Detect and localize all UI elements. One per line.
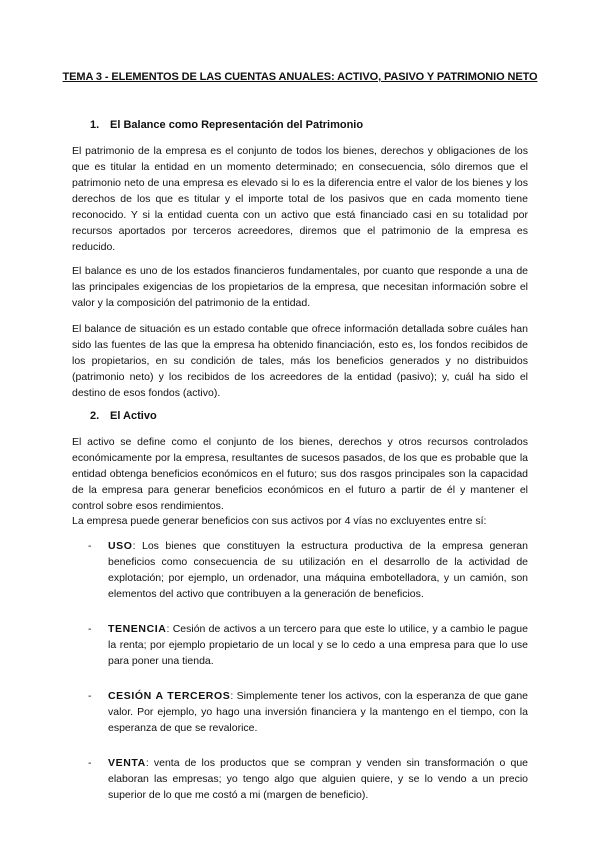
paragraph-patrimonio: El patrimonio de la empresa es el conjunto de todos los bienes, derechos y obligaciones de los que es titular la entidad en un momento determinado; en consecuencia, sólo diremos que el patrimonio neto de una empresa es elevado si lo es la diferencia entre el valor de los bienes y los derechos de los que es titular y el importe total de los pasivos que en cada momento tiene reconocido. Y si la entidad cuenta con un activo que está financiado casi en su totalidad por recursos aportados por terceros acreedores, diremos que el patrimonio de la empresa es reducido. [72,145,528,253]
section-2-title: El Activo [110,410,157,422]
list-item-uso: - USO: Los bienes que constituyen la estructura productiva de la empresa generan beneficios como consecuencia de su utilización en el desarrollo de la actividad de explotación; por ejemplo, un ordenador, una máquina embotelladora, y un camión, son elementos del activo que contribuyen a la generación de beneficios. [88,540,528,600]
term-uso: USO [108,540,133,552]
term-tenencia: TENENCIA [108,623,167,635]
paragraph-vias-intro: La empresa puede generar beneficios con sus activos por 4 vías no excluyentes entre sí: [72,515,487,527]
section-2-heading [90,409,157,423]
term-cesion: CESIÓN A TERCEROS [108,690,231,702]
paragraph-balance: El balance es uno de los estados financieros fundamentales, por cuanto que responde a una de las principales exigencias de los propietarios de la empresa, que necesitan información sobre el valor y la composición del patrimonio de la entidad. [72,265,528,309]
section-1-number: 1. [90,119,100,131]
section-1-heading [90,118,363,132]
vias-list [88,538,528,822]
paragraph-activo: El activo se define como el conjunto de los bienes, derechos y otros recursos controlados económicamente por la empresa, resultantes de sucesos pasados, de los que es probable que la entidad obtenga beneficios económicos en el futuro; sus dos rasgos principales son la capacidad de la empresa para generar beneficios económicos en el futuro a partir de él y mantener el control sobre esos rendimientos. [72,436,528,512]
paragraph-balance-situacion: El balance de situación es un estado contable que ofrece información detallada sobre cuáles han sido las fuentes de las que la empresa ha obtenido financiación, esto es, los fondos recibidos de los propietarios, en su condición de tales, más los beneficios generados y no distribuidos (patrimonio neto) y los recibidos de los acreedores de la entidad (pasivo); y, cuál ha sido el destino de esos fondos (activo). [72,323,528,399]
list-item-tenencia: - TENENCIA: Cesión de activos a un tercero para que este lo utilice, y a cambio le pague la renta; por ejemplo propietario de un local y se lo cedo a una empresa para que lo use para poner una tienda. [88,623,528,667]
section-1-title: El Balance como Representación del Patrimonio [110,119,364,131]
term-venta: VENTA [108,757,146,769]
list-item-venta: - VENTA: venta de los productos que se compran y venden sin transformación o que elaboran las empresas; yo tengo algo que alguien quiere, y se lo vendo a un precio superior de lo que me costó a mi (margen de beneficio). [88,757,528,801]
section-2-number: 2. [90,410,100,422]
list-item-cesion: - CESIÓN A TERCEROS: Simplemente tener los activos, con la esperanza de que gane valor. Por ejemplo, yo hago una inversión financiera y la mantengo en el tiempo, con la esperanza de que se revalorice. [88,690,528,734]
document-title: TEMA 3 - ELEMENTOS DE LAS CUENTAS ANUALES: ACTIVO, PASIVO Y PATRIMONIO NETO [62,71,538,83]
